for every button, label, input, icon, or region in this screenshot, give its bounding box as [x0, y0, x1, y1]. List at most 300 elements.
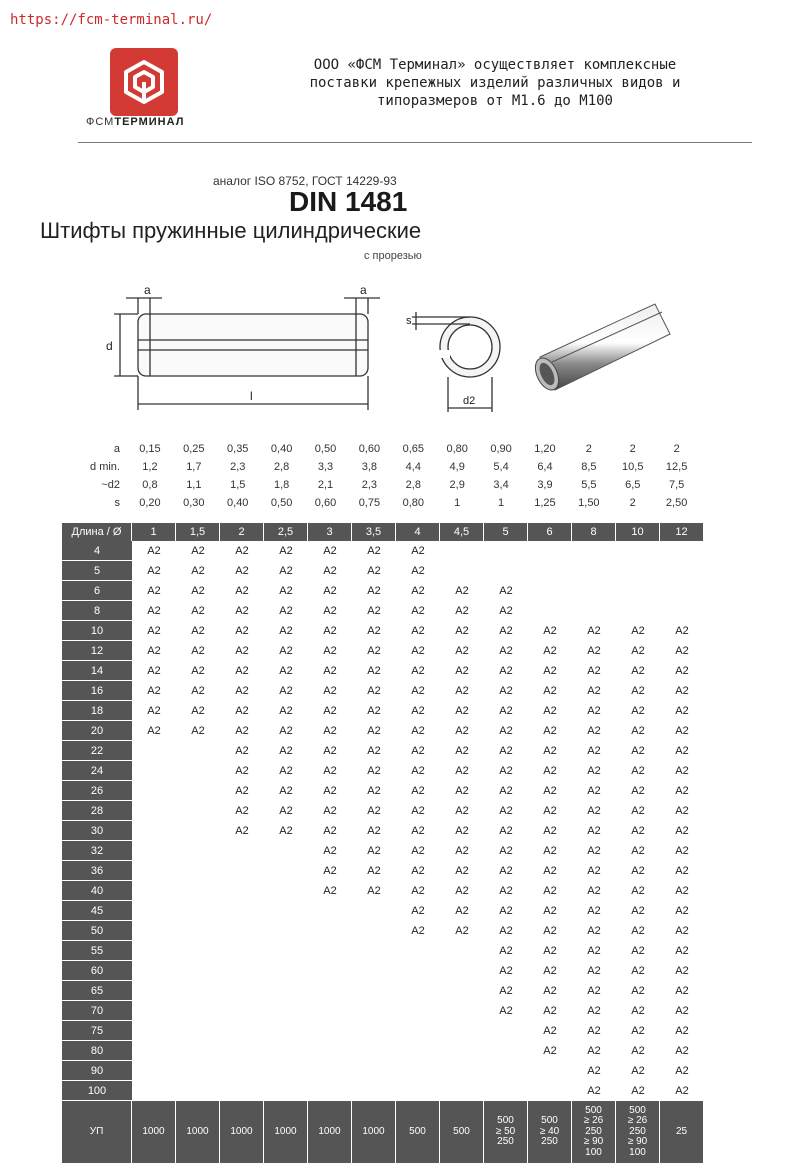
dimension-value: 2,1: [317, 479, 334, 491]
length-cell: 65: [62, 981, 132, 1001]
material-cell: A2: [279, 805, 293, 817]
brand-logo-icon: [110, 48, 178, 116]
table-row: [62, 621, 704, 641]
material-cell: A2: [675, 1005, 689, 1017]
material-cell: [264, 1041, 308, 1061]
material-cell: A2: [235, 825, 249, 837]
dimension-value: 1: [454, 497, 461, 509]
dimension-value: 4,4: [405, 461, 421, 473]
material-cell: [264, 1021, 308, 1041]
packaging-value: 1000: [220, 1101, 264, 1163]
table-row: [62, 541, 704, 561]
dimension-value: 3,9: [537, 479, 553, 491]
material-cell: [220, 941, 264, 961]
material-cell: A2: [367, 705, 381, 717]
material-cell: [396, 1021, 440, 1041]
dimension-value: 0,40: [270, 443, 293, 455]
material-cell: A2: [191, 605, 205, 617]
packaging-label: УП: [62, 1101, 132, 1163]
material-cell: [132, 961, 176, 981]
label-l: l: [250, 389, 253, 403]
dimension-value: 0,60: [358, 443, 381, 455]
technical-drawing: [90, 282, 690, 422]
diameter-header: 12: [660, 523, 704, 541]
material-cell: [308, 1001, 352, 1021]
material-cell: [484, 1061, 528, 1081]
dimension-value: 1,1: [186, 479, 202, 491]
table-row: [62, 581, 704, 601]
material-cell: A2: [411, 785, 425, 797]
material-cell: [308, 941, 352, 961]
material-cell: A2: [411, 585, 425, 597]
material-cell: [308, 1061, 352, 1081]
dimension-row: [60, 440, 699, 458]
material-cell: A2: [587, 725, 601, 737]
diameter-header: 6: [528, 523, 572, 541]
dimension-value: 0,50: [314, 443, 337, 455]
material-cell: A2: [191, 545, 205, 557]
length-cell: 28: [62, 801, 132, 821]
material-cell: A2: [675, 705, 689, 717]
dimension-value: 0,65: [402, 443, 424, 455]
material-cell: A2: [543, 825, 557, 837]
dimension-value: 0,20: [139, 497, 161, 509]
material-cell: A2: [279, 725, 293, 737]
dimension-value: 1: [498, 497, 505, 509]
material-cell: A2: [411, 645, 425, 657]
material-cell: A2: [323, 865, 337, 877]
material-cell: [132, 1001, 176, 1021]
material-cell: A2: [367, 545, 381, 557]
dimension-row: [60, 476, 699, 494]
material-cell: [176, 801, 220, 821]
material-cell: A2: [323, 845, 337, 857]
material-cell: A2: [587, 1025, 601, 1037]
material-cell: A2: [455, 625, 469, 637]
material-cell: A2: [411, 685, 425, 697]
material-cell: [396, 1041, 440, 1061]
length-cell: 6: [62, 581, 132, 601]
material-cell: A2: [367, 825, 381, 837]
material-cell: A2: [279, 745, 293, 757]
material-cell: A2: [587, 1065, 601, 1077]
material-cell: A2: [411, 865, 425, 877]
packaging-value: 500: [440, 1101, 484, 1163]
diameter-header: 4,5: [440, 523, 484, 541]
material-cell: A2: [235, 565, 249, 577]
material-cell: [264, 961, 308, 981]
material-cell: A2: [279, 565, 293, 577]
material-cell: [440, 1041, 484, 1061]
availability-table: [62, 523, 704, 1163]
dimension-value: 2: [629, 443, 636, 455]
corner-header: Длина / Ø: [62, 523, 132, 541]
material-cell: [264, 1081, 308, 1101]
material-cell: [308, 981, 352, 1001]
material-cell: [440, 981, 484, 1001]
material-cell: A2: [147, 625, 161, 637]
table-row: [62, 601, 704, 621]
dimension-value: 0,90: [490, 443, 512, 455]
material-cell: A2: [675, 865, 689, 877]
length-cell: 20: [62, 721, 132, 741]
site-url[interactable]: https://fcm-terminal.ru/: [10, 12, 213, 28]
material-cell: A2: [367, 605, 381, 617]
material-cell: [440, 1001, 484, 1021]
material-cell: A2: [411, 905, 425, 917]
material-cell: [176, 941, 220, 961]
material-cell: [528, 541, 572, 561]
material-cell: [396, 981, 440, 1001]
table-row: [62, 841, 704, 861]
packaging-value: 25: [660, 1101, 704, 1163]
material-cell: A2: [323, 565, 337, 577]
dimension-value: 1,7: [186, 461, 202, 473]
material-cell: A2: [323, 625, 337, 637]
material-cell: A2: [323, 725, 337, 737]
length-cell: 16: [62, 681, 132, 701]
material-cell: [132, 1081, 176, 1101]
company-description-line: поставки крепежных изделий различных видов и: [309, 75, 681, 91]
material-cell: [176, 841, 220, 861]
material-cell: A2: [367, 805, 381, 817]
material-cell: [440, 1081, 484, 1101]
material-cell: [264, 841, 308, 861]
material-cell: A2: [499, 645, 513, 657]
material-cell: A2: [499, 745, 513, 757]
dimension-row: [60, 494, 699, 512]
material-cell: A2: [587, 865, 601, 877]
material-cell: A2: [587, 705, 601, 717]
material-cell: [308, 921, 352, 941]
material-cell: [176, 1081, 220, 1101]
material-cell: A2: [543, 625, 557, 637]
dimension-value: 12,5: [665, 461, 688, 473]
material-cell: A2: [367, 745, 381, 757]
material-cell: A2: [587, 765, 601, 777]
material-cell: A2: [543, 745, 557, 757]
material-cell: A2: [631, 665, 645, 677]
material-cell: A2: [631, 885, 645, 897]
material-cell: A2: [411, 565, 425, 577]
material-cell: A2: [499, 945, 513, 957]
packaging-value: 500 ≥ 50 250: [484, 1101, 528, 1163]
packaging-value: 1000: [308, 1101, 352, 1163]
material-cell: A2: [279, 545, 293, 557]
material-cell: A2: [411, 885, 425, 897]
material-cell: A2: [323, 705, 337, 717]
material-cell: A2: [411, 805, 425, 817]
material-cell: [220, 961, 264, 981]
table-row: [62, 941, 704, 961]
material-cell: A2: [191, 645, 205, 657]
material-cell: [220, 901, 264, 921]
material-cell: A2: [235, 685, 249, 697]
material-cell: A2: [587, 805, 601, 817]
material-cell: A2: [631, 1085, 645, 1097]
dimension-value: 1,8: [273, 479, 290, 491]
table-row: [62, 761, 704, 781]
material-cell: A2: [279, 645, 293, 657]
material-cell: [220, 881, 264, 901]
material-cell: A2: [675, 1025, 689, 1037]
material-cell: A2: [631, 1045, 645, 1057]
material-cell: [528, 581, 572, 601]
material-cell: A2: [587, 785, 601, 797]
material-cell: A2: [367, 625, 381, 637]
dimension-value: 0,15: [139, 443, 161, 455]
material-cell: [484, 561, 528, 581]
material-cell: [572, 601, 616, 621]
material-cell: [528, 1061, 572, 1081]
material-cell: A2: [587, 665, 601, 677]
diameter-header: 1: [132, 523, 176, 541]
material-cell: A2: [543, 925, 557, 937]
length-cell: 12: [62, 641, 132, 661]
material-cell: A2: [411, 705, 425, 717]
material-cell: [132, 761, 176, 781]
length-cell: 36: [62, 861, 132, 881]
packaging-value: 1000: [352, 1101, 396, 1163]
material-cell: A2: [455, 905, 469, 917]
material-cell: A2: [367, 765, 381, 777]
material-cell: A2: [279, 625, 293, 637]
material-cell: A2: [323, 665, 337, 677]
table-row: [62, 641, 704, 661]
material-cell: [352, 1021, 396, 1041]
material-cell: A2: [587, 745, 601, 757]
product-subtitle: с прорезью: [364, 250, 422, 262]
label-a-left: a: [144, 283, 151, 297]
table-row: [62, 1041, 704, 1061]
material-cell: [396, 1001, 440, 1021]
material-cell: A2: [499, 665, 513, 677]
material-cell: [132, 821, 176, 841]
material-cell: A2: [631, 825, 645, 837]
material-cell: A2: [235, 805, 249, 817]
material-cell: A2: [631, 925, 645, 937]
material-cell: [484, 1041, 528, 1061]
material-cell: [308, 1021, 352, 1041]
material-cell: [440, 1061, 484, 1081]
packaging-value: 1000: [264, 1101, 308, 1163]
material-cell: A2: [631, 745, 645, 757]
material-cell: [308, 961, 352, 981]
material-cell: A2: [367, 865, 381, 877]
length-cell: 70: [62, 1001, 132, 1021]
material-cell: [132, 921, 176, 941]
material-cell: A2: [455, 885, 469, 897]
dimension-value: 0,75: [358, 497, 381, 509]
diameter-header: 4: [396, 523, 440, 541]
material-cell: A2: [675, 945, 689, 957]
material-cell: A2: [411, 925, 425, 937]
dimension-value: 2,9: [449, 479, 465, 491]
material-cell: A2: [543, 945, 557, 957]
material-cell: [440, 541, 484, 561]
material-cell: A2: [543, 865, 557, 877]
material-cell: A2: [191, 705, 205, 717]
packaging-value: 1000: [176, 1101, 220, 1163]
material-cell: [308, 901, 352, 921]
material-cell: A2: [191, 625, 205, 637]
company-description: [265, 56, 725, 110]
table-row: [62, 821, 704, 841]
material-cell: A2: [631, 905, 645, 917]
material-cell: [616, 541, 660, 561]
length-cell: 18: [62, 701, 132, 721]
material-cell: A2: [147, 725, 161, 737]
material-cell: A2: [675, 885, 689, 897]
material-cell: A2: [499, 805, 513, 817]
material-cell: A2: [543, 885, 557, 897]
dimension-value: 6,5: [625, 479, 641, 491]
material-cell: A2: [675, 965, 689, 977]
material-cell: A2: [323, 605, 337, 617]
material-cell: A2: [631, 705, 645, 717]
material-cell: A2: [455, 745, 469, 757]
dimension-value: 0,80: [446, 443, 468, 455]
dimension-value: 2,3: [361, 479, 378, 491]
material-cell: [264, 901, 308, 921]
material-cell: [484, 541, 528, 561]
material-cell: [176, 741, 220, 761]
length-cell: 90: [62, 1061, 132, 1081]
material-cell: A2: [499, 585, 513, 597]
material-cell: [132, 1041, 176, 1061]
diameter-header: 10: [616, 523, 660, 541]
material-cell: [220, 921, 264, 941]
ring-slot: [436, 350, 450, 358]
material-cell: A2: [587, 1085, 601, 1097]
material-cell: [352, 1001, 396, 1021]
material-cell: A2: [455, 725, 469, 737]
material-cell: [264, 881, 308, 901]
material-cell: [660, 541, 704, 561]
length-cell: 75: [62, 1021, 132, 1041]
material-cell: A2: [323, 745, 337, 757]
table-row: [62, 781, 704, 801]
material-cell: [352, 981, 396, 1001]
material-cell: [528, 561, 572, 581]
material-cell: [308, 1081, 352, 1101]
material-cell: A2: [323, 785, 337, 797]
material-cell: A2: [631, 965, 645, 977]
material-cell: A2: [499, 765, 513, 777]
material-cell: A2: [367, 565, 381, 577]
table-row: [62, 981, 704, 1001]
dimension-value: 4,9: [449, 461, 465, 473]
material-cell: [616, 561, 660, 581]
material-cell: A2: [147, 705, 161, 717]
diameter-header: 2,5: [264, 523, 308, 541]
material-cell: A2: [147, 545, 161, 557]
material-cell: A2: [675, 785, 689, 797]
material-cell: [176, 1061, 220, 1081]
material-cell: [440, 561, 484, 581]
material-cell: [176, 901, 220, 921]
material-cell: A2: [543, 725, 557, 737]
table-row: [62, 861, 704, 881]
material-cell: A2: [675, 645, 689, 657]
table-row: [62, 741, 704, 761]
table-row: [62, 1081, 704, 1101]
material-cell: A2: [367, 645, 381, 657]
material-cell: [220, 1081, 264, 1101]
material-cell: [264, 941, 308, 961]
material-cell: A2: [675, 985, 689, 997]
material-cell: A2: [631, 985, 645, 997]
length-cell: 10: [62, 621, 132, 641]
material-cell: A2: [323, 545, 337, 557]
material-cell: A2: [675, 905, 689, 917]
material-cell: A2: [367, 785, 381, 797]
dimension-value: 0,60: [314, 497, 337, 509]
diameter-header: 2: [220, 523, 264, 541]
material-cell: A2: [499, 625, 513, 637]
diameter-header: 5: [484, 523, 528, 541]
material-cell: [132, 1021, 176, 1041]
material-cell: A2: [191, 585, 205, 597]
material-cell: A2: [543, 1025, 557, 1037]
material-cell: [176, 1041, 220, 1061]
material-cell: A2: [675, 665, 689, 677]
material-cell: A2: [455, 685, 469, 697]
packaging-value: 500 ≥ 26 250 ≥ 90 100: [572, 1101, 616, 1163]
material-cell: A2: [455, 605, 469, 617]
packaging-row: [62, 1101, 704, 1163]
material-cell: A2: [411, 545, 425, 557]
material-cell: A2: [279, 685, 293, 697]
table-row: [62, 921, 704, 941]
dimension-value: 6,4: [537, 461, 553, 473]
length-cell: 45: [62, 901, 132, 921]
material-cell: A2: [631, 1005, 645, 1017]
material-cell: [220, 981, 264, 1001]
material-cell: A2: [411, 825, 425, 837]
material-cell: A2: [323, 685, 337, 697]
material-cell: A2: [543, 805, 557, 817]
table-row: [62, 801, 704, 821]
material-cell: [484, 1021, 528, 1041]
material-cell: A2: [587, 965, 601, 977]
material-cell: [132, 941, 176, 961]
length-cell: 22: [62, 741, 132, 761]
material-cell: A2: [147, 645, 161, 657]
material-cell: A2: [587, 985, 601, 997]
material-cell: A2: [675, 745, 689, 757]
material-cell: A2: [455, 785, 469, 797]
material-cell: A2: [367, 885, 381, 897]
material-cell: A2: [147, 605, 161, 617]
length-cell: 5: [62, 561, 132, 581]
material-cell: [176, 961, 220, 981]
table-row: [62, 1001, 704, 1021]
material-cell: A2: [147, 585, 161, 597]
material-cell: A2: [235, 585, 249, 597]
dimension-value: 3,3: [317, 461, 334, 473]
material-cell: [352, 1041, 396, 1061]
material-cell: A2: [323, 825, 337, 837]
company-description-line: ООО «ФСМ Терминал» осуществляет комплексные: [313, 57, 677, 73]
dimension-value: 2: [629, 497, 636, 509]
material-cell: A2: [411, 605, 425, 617]
material-cell: A2: [499, 905, 513, 917]
material-cell: A2: [455, 765, 469, 777]
material-cell: A2: [587, 1005, 601, 1017]
packaging-value: 1000: [132, 1101, 176, 1163]
dimension-value: 0,8: [142, 479, 158, 491]
